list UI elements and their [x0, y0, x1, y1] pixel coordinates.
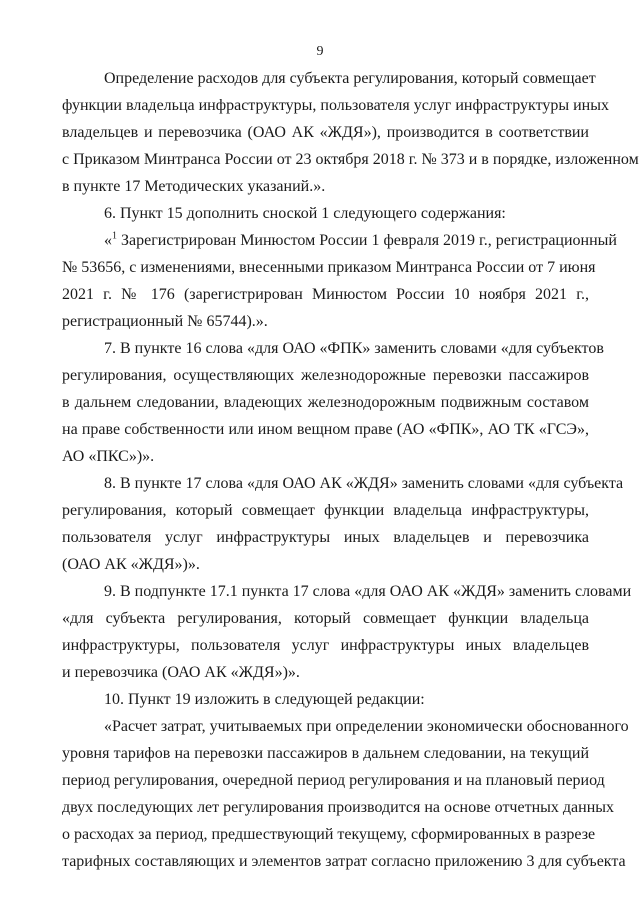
- paragraph-line: «для субъекта регулирования, который совмещает функции владельца: [62, 610, 589, 627]
- paragraph-line: тарифных составляющих и элементов затрат согласно приложению 3 для субъекта: [62, 853, 626, 870]
- paragraph-line: период регулирования, очередной период регулирования и на плановый период: [62, 772, 605, 789]
- paragraph-line: Определение расходов для субъекта регулирования, который совмещает: [104, 70, 596, 87]
- footnote-line: [104, 230, 617, 252]
- paragraph-line: пользователя услуг инфраструктуры иных владельцев и перевозчика: [62, 529, 589, 546]
- paragraph-line: 7. В пункте 16 слова «для ОАО «ФПК» заменить словами «для субъектов: [104, 340, 604, 357]
- paragraph-line: № 53656, с изменениями, внесенными приказом Минтранса России от 7 июня: [62, 259, 596, 276]
- paragraph-line: «Расчет затрат, учитываемых при определении экономически обоснованного: [104, 718, 629, 735]
- paragraph-line: (ОАО АК «ЖДЯ»)».: [62, 556, 200, 573]
- paragraph-line: 8. В пункте 17 слова «для ОАО АК «ЖДЯ» заменить словами «для субъекта: [104, 475, 624, 492]
- paragraph-line: регулирования, который совмещает функции владельца инфраструктуры,: [62, 502, 589, 519]
- paragraph-line: владельцев и перевозчика (ОАО АК «ЖДЯ»), производится в соответствии: [62, 124, 589, 141]
- paragraph-line: уровня тарифов на перевозки пассажиров в дальнем следовании, на текущий: [62, 745, 589, 762]
- paragraph-line: 9. В подпункте 17.1 пункта 17 слова «для ОАО АК «ЖДЯ» заменить словами: [104, 583, 632, 600]
- page-number: 9: [316, 44, 324, 59]
- open-quote: «: [104, 232, 112, 249]
- footnote-text: Зарегистрирован Минюстом России 1 февраля 2019 г., регистрационный: [121, 232, 617, 249]
- paragraph-line: регулирования, осуществляющих железнодорожные перевозки пассажиров: [62, 367, 589, 384]
- paragraph-line: на праве собственности или ином вещном праве (АО «ФПК», АО ТК «ГСЭ»,: [62, 421, 589, 438]
- paragraph-line: в пункте 17 Методических указаний.».: [62, 178, 326, 195]
- paragraph-line: АО «ПКС»)».: [62, 448, 155, 465]
- paragraph-line: 2021 г. № 176 (зарегистрирован Минюстом России 10 ноября 2021 г.,: [62, 286, 589, 303]
- paragraph-line: о расходах за период, предшествующий текущему, сформированных в разрезе: [62, 826, 596, 843]
- paragraph-line: 10. Пункт 19 изложить в следующей редакции:: [104, 691, 425, 708]
- paragraph-line: в дальнем следовании, владеющих железнодорожным подвижным составом: [62, 394, 589, 411]
- paragraph-line: инфраструктуры, пользователя услуг инфраструктуры иных владельцев: [62, 637, 589, 654]
- paragraph-line: и перевозчика (ОАО АК «ЖДЯ»)».: [62, 664, 300, 681]
- paragraph-line: регистрационный № 65744).».: [62, 313, 268, 330]
- paragraph-line: функции владельца инфраструктуры, пользователя услуг инфраструктуры иных: [62, 97, 609, 114]
- paragraph-line: 6. Пункт 15 дополнить сноской 1 следующего содержания:: [104, 205, 506, 222]
- footnote-marker: 1: [112, 230, 117, 242]
- paragraph-line: двух последующих лет регулирования производится на основе отчетных данных: [62, 799, 614, 816]
- paragraph-line: с Приказом Минтранса России от 23 октября 2018 г. № 373 и в порядке, изложенном: [62, 151, 639, 168]
